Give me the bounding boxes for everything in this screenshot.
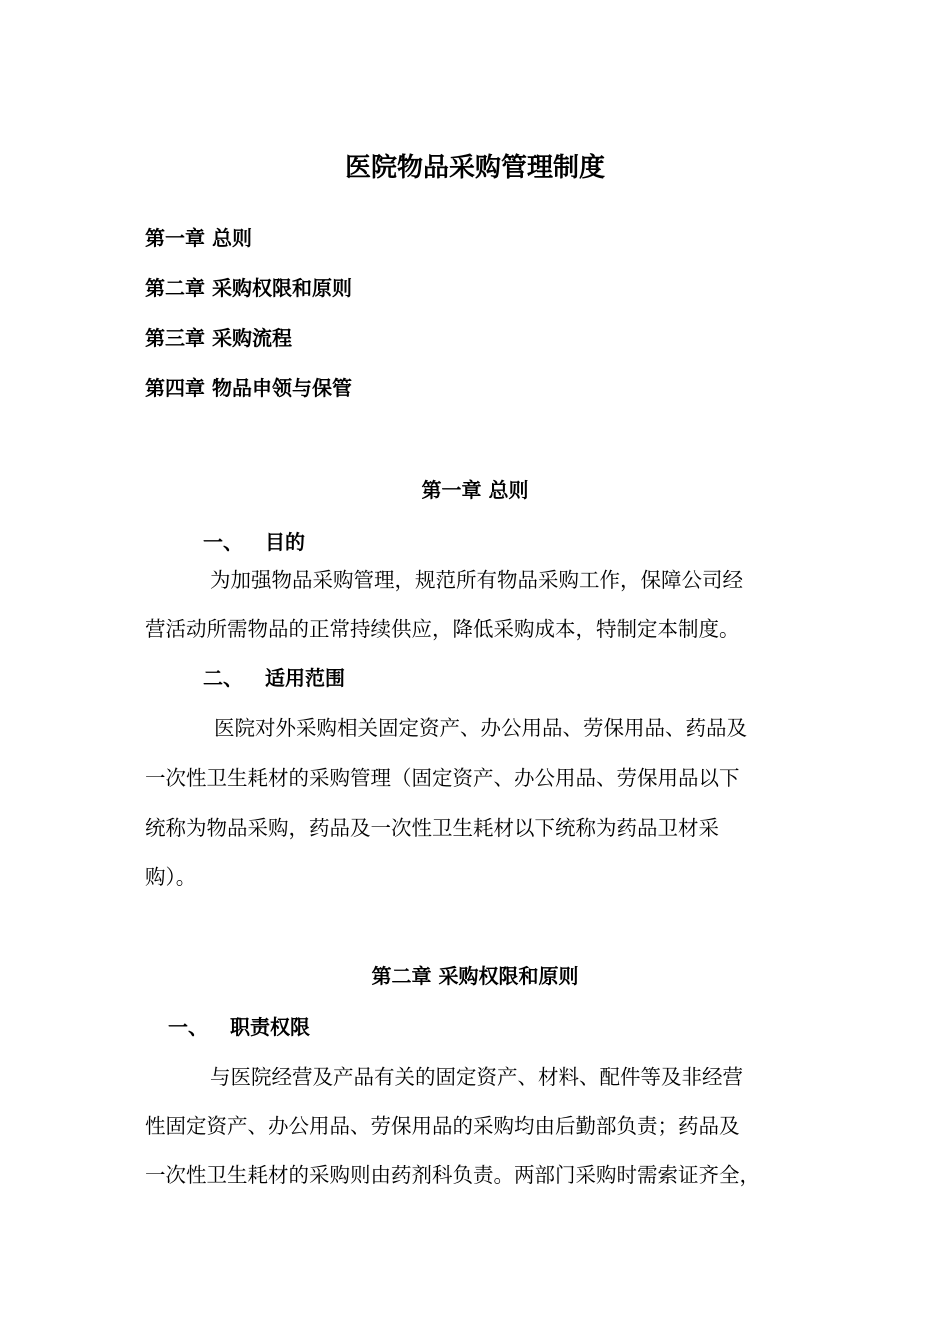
paragraph-line: 一次性卫生耗材的采购则由药剂科负责。两部门采购时需索证齐全，	[145, 1163, 760, 1187]
section-title: 目的	[265, 530, 305, 554]
paragraph-line: 购）。	[145, 865, 197, 889]
toc-item-chapter3: 第三章 采购流程	[145, 326, 292, 350]
paragraph-line: 医院对外采购相关固定资产、办公用品、劳保用品、药品及	[214, 716, 747, 740]
toc-item-chapter4: 第四章 物品申领与保管	[145, 376, 352, 400]
toc-item-chapter1: 第一章 总则	[145, 226, 252, 250]
section-title: 适用范围	[265, 666, 345, 690]
paragraph-line: 为加强物品采购管理，规范所有物品采购工作，保障公司经	[210, 568, 743, 592]
paragraph-line: 营活动所需物品的正常持续供应，降低采购成本，特制定本制度。	[145, 617, 740, 641]
chapter1-section2-heading	[203, 663, 345, 693]
section-number: 一、	[203, 530, 243, 554]
chapter1-section1-heading	[203, 527, 305, 557]
document-title: 医院物品采购管理制度	[344, 153, 605, 183]
toc-item-chapter2: 第二章 采购权限和原则	[145, 276, 352, 300]
section-title: 职责权限	[230, 1015, 310, 1039]
chapter2-section1-heading	[168, 1012, 310, 1042]
section-number: 一、	[168, 1015, 208, 1039]
paragraph-line: 统称为物品采购，药品及一次性卫生耗材以下统称为药品卫材采	[145, 816, 719, 840]
paragraph-line: 与医院经营及产品有关的固定资产、材料、配件等及非经营	[210, 1065, 743, 1089]
paragraph-line: 一次性卫生耗材的采购管理（固定资产、办公用品、劳保用品以下	[145, 766, 740, 790]
section-number: 二、	[203, 666, 243, 690]
paragraph-line: 性固定资产、办公用品、劳保用品的采购均由后勤部负责；药品及	[145, 1114, 740, 1138]
chapter2-heading: 第二章 采购权限和原则	[371, 964, 579, 988]
chapter1-heading: 第一章 总则	[421, 478, 529, 502]
